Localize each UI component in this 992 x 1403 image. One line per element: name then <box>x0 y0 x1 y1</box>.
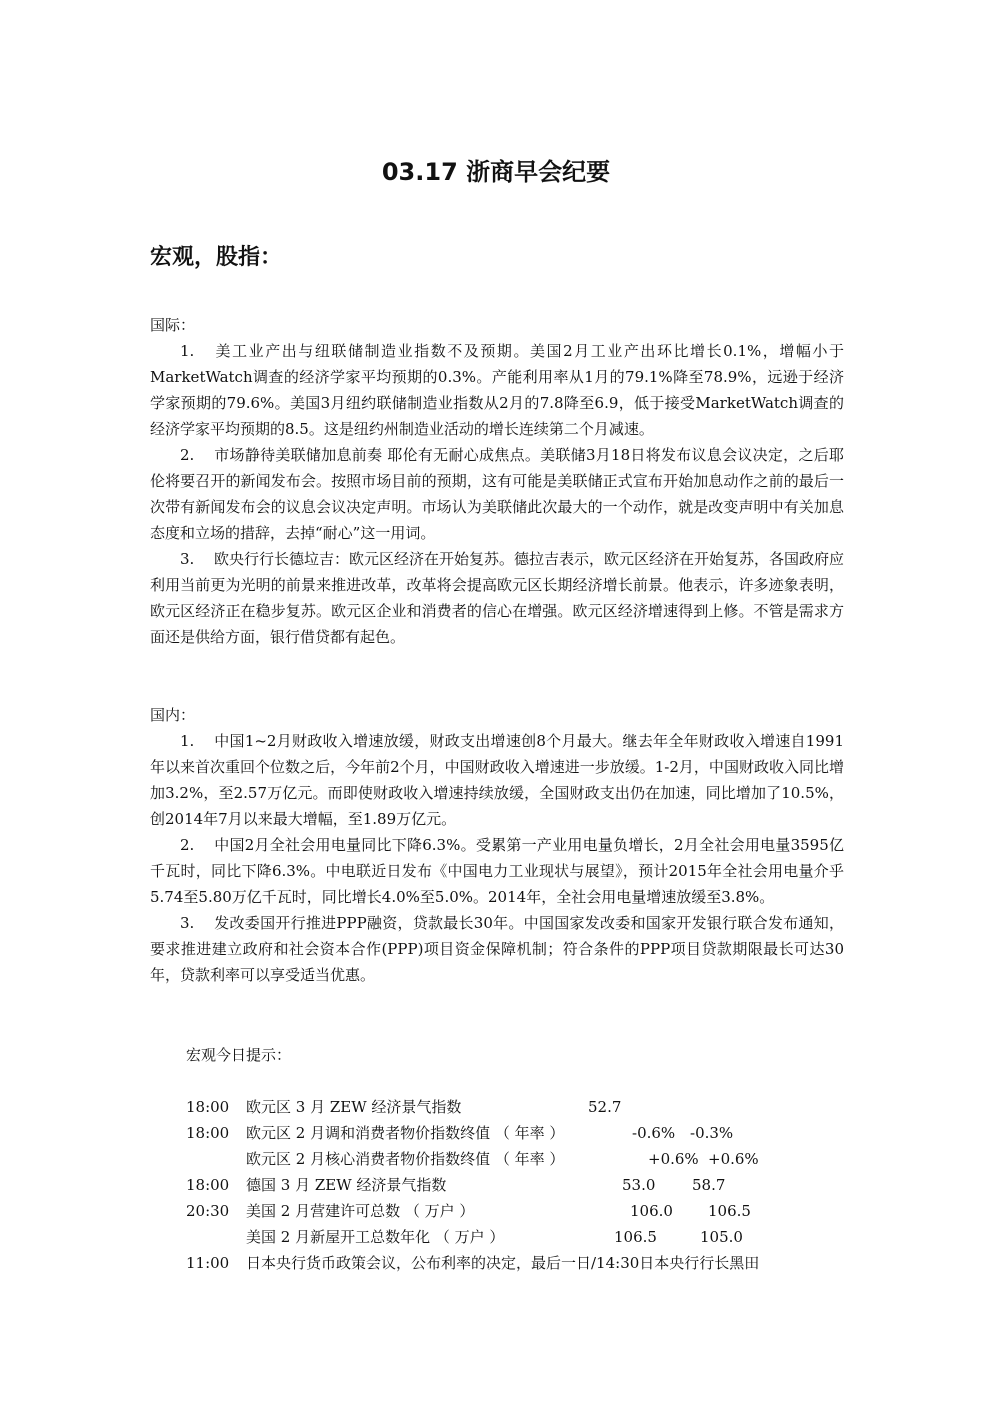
schedule-event: 美国 2 月新屋开工总数年化 （ 万户 ） <box>246 1228 505 1246</box>
schedule-time: 18:00 <box>186 1176 230 1194</box>
schedule-row <box>186 1198 866 1224</box>
schedule-event: 欧元区 3 月 ZEW 经济景气指数 <box>246 1098 462 1116</box>
page-title: 03.17 浙商早会纪要 <box>381 158 611 186</box>
domestic-item-1: 1. 中国1~2月财政收入增速放缓，财政支出增速创8个月最大。继去年全年财政收入增速自1991年以来首次重回个位数之后，今年前2个月，中国财政收入增速进一步放缓。1-2月，中国财政收入同比增加3.2%，至2.57万亿元。而即使财政收入增速持续放缓，全国财政支出仍在加速，同比增加了10.5%，创2014年7月以来最大增幅，至1.89万亿元。 <box>150 732 844 828</box>
schedule-row <box>186 1172 866 1198</box>
schedule-value-1: 106.0 <box>630 1202 673 1220</box>
schedule-event: 欧元区 2 月核心消费者物价指数终值 （ 年率 ） <box>246 1150 565 1168</box>
international-block <box>150 312 844 650</box>
schedule-event: 日本央行货币政策会议，公布利率的决定，最后一日/14:30日本央行行长黑田 <box>246 1254 760 1272</box>
schedule-row <box>186 1120 866 1146</box>
schedule-event: 欧元区 2 月调和消费者物价指数终值 （ 年率 ） <box>246 1124 565 1142</box>
schedule-event: 美国 2 月营建许可总数 （ 万户 ） <box>246 1202 475 1220</box>
intl-item-2: 2. 市场静待美联储加息前奏 耶伦有无耐心成焦点。美联储3月18日将发布议息会议决定，之后耶伦将要召开的新闻发布会。按照市场目前的预期，这有可能是美联储正式宣布开始加息动作之前的最后一次带有新闻发布会的议息会议决定声明。市场认为美联储此次最大的一个动作，就是改变声明中有关加息态度和立场的措辞，去掉“耐心”这一用词。 <box>150 446 844 542</box>
schedule-time: 20:30 <box>186 1202 230 1220</box>
domestic-label: 国内： <box>150 706 196 724</box>
schedule-value-2: 106.5 <box>708 1202 751 1220</box>
intl-item-1: 1. 美工业产出与纽联储制造业指数不及预期。美国2月工业产出环比增长0.1%，增幅小于MarketWatch调查的经济学家平均预期的0.3%。产能利用率从1月的79.1%降至78.9%，远逊于经济学家预期的79.6%。美国3月纽约联储制造业指数从2月的7.8降至6.9，低于接受MarketWatch调查的经济学家平均预期的8.5。这是纽约州制造业活动的增长连续第二个月减速。 <box>150 342 844 438</box>
section-heading: 宏观，股指： <box>150 245 283 270</box>
schedule-value-1: 52.7 <box>588 1098 622 1116</box>
schedule-row <box>186 1224 866 1250</box>
schedule-value-1: 53.0 <box>622 1176 656 1194</box>
schedule-row <box>186 1094 866 1120</box>
macro-tips-label: 宏观今日提示： <box>186 1046 292 1064</box>
schedule-list <box>186 1094 866 1276</box>
domestic-item-2: 2. 中国2月全社会用电量同比下降6.3%。受累第一产业用电量负增长，2月全社会用电量3595亿千瓦时，同比下降6.3%。中电联近日发布《中国电力工业现状与展望》，预计2015年全社会用电量介乎5.74至5.80万亿千瓦时，同比增长4.0%至5.0%。2014年，全社会用电量增速放缓至3.8%。 <box>150 836 844 906</box>
schedule-time: 18:00 <box>186 1098 230 1116</box>
domestic-item-3: 3. 发改委国开行推进PPP融资，贷款最长30年。中国国家发改委和国家开发银行联合发布通知，要求推进建立政府和社会资本合作(PPP)项目资金保障机制；符合条件的PPP项目贷款期限最长可达30年，贷款利率可以享受适当优惠。 <box>150 914 844 984</box>
schedule-time: 18:00 <box>186 1124 230 1142</box>
schedule-value-1: 106.5 <box>614 1228 657 1246</box>
schedule-row <box>186 1146 866 1172</box>
schedule-time: 11:00 <box>186 1254 230 1272</box>
schedule-event: 德国 3 月 ZEW 经济景气指数 <box>246 1176 447 1194</box>
schedule-value-2: 105.0 <box>700 1228 743 1246</box>
domestic-block <box>150 702 844 988</box>
schedule-value-2: -0.3% <box>690 1124 734 1142</box>
intl-item-3: 3. 欧央行行长德垃吉：欧元区经济在开始复苏。德拉吉表示，欧元区经济在开始复苏，各国政府应利用当前更为光明的前景来推进改革，改革将会提高欧元区长期经济增长前景。他表示，许多迹象表明，欧元区经济正在稳步复苏。欧元区企业和消费者的信心在增强。欧元区经济增速得到上修。不管是需求方面还是供给方面，银行借贷都有起色。 <box>150 550 845 646</box>
schedule-value-2: +0.6% <box>708 1150 759 1168</box>
schedule-value-1: -0.6% <box>632 1124 676 1142</box>
schedule-row <box>186 1250 866 1276</box>
schedule-value-1: +0.6% <box>648 1150 699 1168</box>
schedule-value-2: 58.7 <box>692 1176 726 1194</box>
international-label: 国际： <box>150 316 196 334</box>
